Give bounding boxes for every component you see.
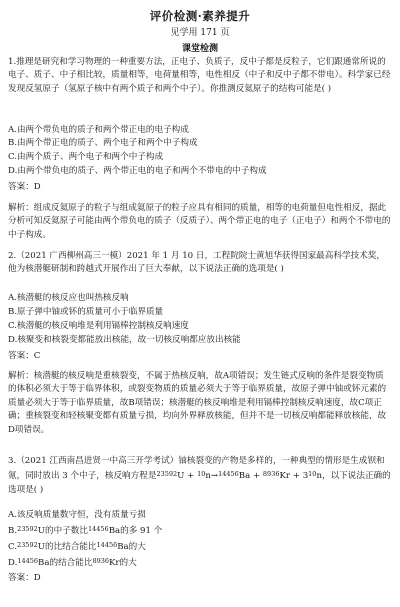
section-heading: 课堂检测 (181, 44, 218, 54)
question-1-answer: 答案：D (8, 182, 41, 192)
question-2-stem: 2.（2021 广西柳州高三一模）2021 年 1 月 10 日，工程院院士黄旭华获得国家最高科学技术奖，他为核潜艇研制和跨越式开展作出了巨大奉献，以下说法正确的选项是( ) (8, 251, 385, 275)
question-2-option-c: C.核潜艇的核反响堆是利用镉棒控制核反响速度 (8, 321, 189, 331)
question-3-stem-tail: ，以下说法正确的选项是( ) (8, 471, 391, 495)
question-3-stem-text: 3.（2021 江西南昌进贤一中高三开学考试）铀核裂变的产物是多样的，一种典型的情形是生成钡和氪，同时放出 3 个中子，核反响方程是 (8, 456, 385, 482)
question-3-option-c: C.$^{235}_{92}$U的比结合能比$^{144}_{56}$Ba的大 (8, 541, 146, 552)
question-1-stem: 1.推理是研究和学习物理的一种重要方法，正电子、负质子，反中子都是反粒子，它们跟通常所说的电子、质子、中子相比较，质量相等，电荷量相等，电性相反（中子和反中子都不带电）。科学家已经发现反氢原子（氢原子核中有两个质子和两个中子）。你推测反氦原子的结构可能是( ) (8, 57, 391, 94)
question-1-option-d: D.由两个带负电的质子、两个带正电的电子和两个不带电的中子构成 (8, 166, 267, 176)
question-1-option-b: B.由两个带正电的质子、两个电子和两个中子构成 (8, 138, 198, 148)
question-3-option-d: D.$^{144}_{56}$Ba的结合能比$^{89}_{36}$Kr的大 (8, 557, 137, 568)
question-3-stem (8, 455, 392, 497)
question-1-option-c: C.由两个质子、两个电子和两个中子构成 (8, 152, 164, 162)
question-3-option-a: A.该反响质量数守恒，没有质量亏损 (8, 510, 146, 520)
question-2-answer: 答案：C (8, 351, 41, 361)
page-title: 评价检测·素养提升 (149, 9, 251, 23)
page-reference: 见学用 171 页 (170, 28, 230, 38)
question-2-explanation: 解析：核潜艇的核反响是重核裂变，不属于热核反响，故A项错误；发生链式反响的条件是裂变物质的体积必须大于等于临界体积，或裂变物质的质量必须大于等于临界质量，故原子弹中铀或钚元素的质量必须大于等于临界质量，故B项错误；核潜艇的核反响堆是利用镉棒控制核反响速度，故C项正确；重核裂变和轻核聚变都有质量亏损，均向外界释放核能，但并不是一切核反响都能释放核能，故D项错误。 (8, 371, 387, 435)
question-2-option-a: A.核潜艇的核反应也叫热核反响 (8, 293, 129, 303)
question-1-explanation: 解析：组成反氦原子的粒子与组成氦原子的粒子应具有相同的质量，相等的电荷量但电性相反，据此分析可知反氦原子可能由两个带负电的质子（反质子）、两个带正电的电子（正电子）和两个不带电的中子构成。 (8, 203, 391, 240)
fission-equation: $^{235}_{92}U + ^1_0n\to^{144}_{56}Ba + ^{89}_{36}Kr + 3^1_0n$ (156, 470, 322, 482)
question-2-option-b: B.原子弹中铀或钚的质量可小于临界质量 (8, 307, 164, 317)
question-2-option-d: D.核聚变和核裂变都能放出核能，故一切核反响都应放出核能 (8, 335, 241, 345)
question-3-answer: 答案：D (8, 573, 41, 583)
question-3-option-b: B.$^{235}_{92}$U的中子数比$^{144}_{56}$Ba的多 91 个 (8, 525, 163, 536)
question-1-option-a: A.由两个带负电的质子和两个带正电的电子构成 (8, 125, 189, 135)
